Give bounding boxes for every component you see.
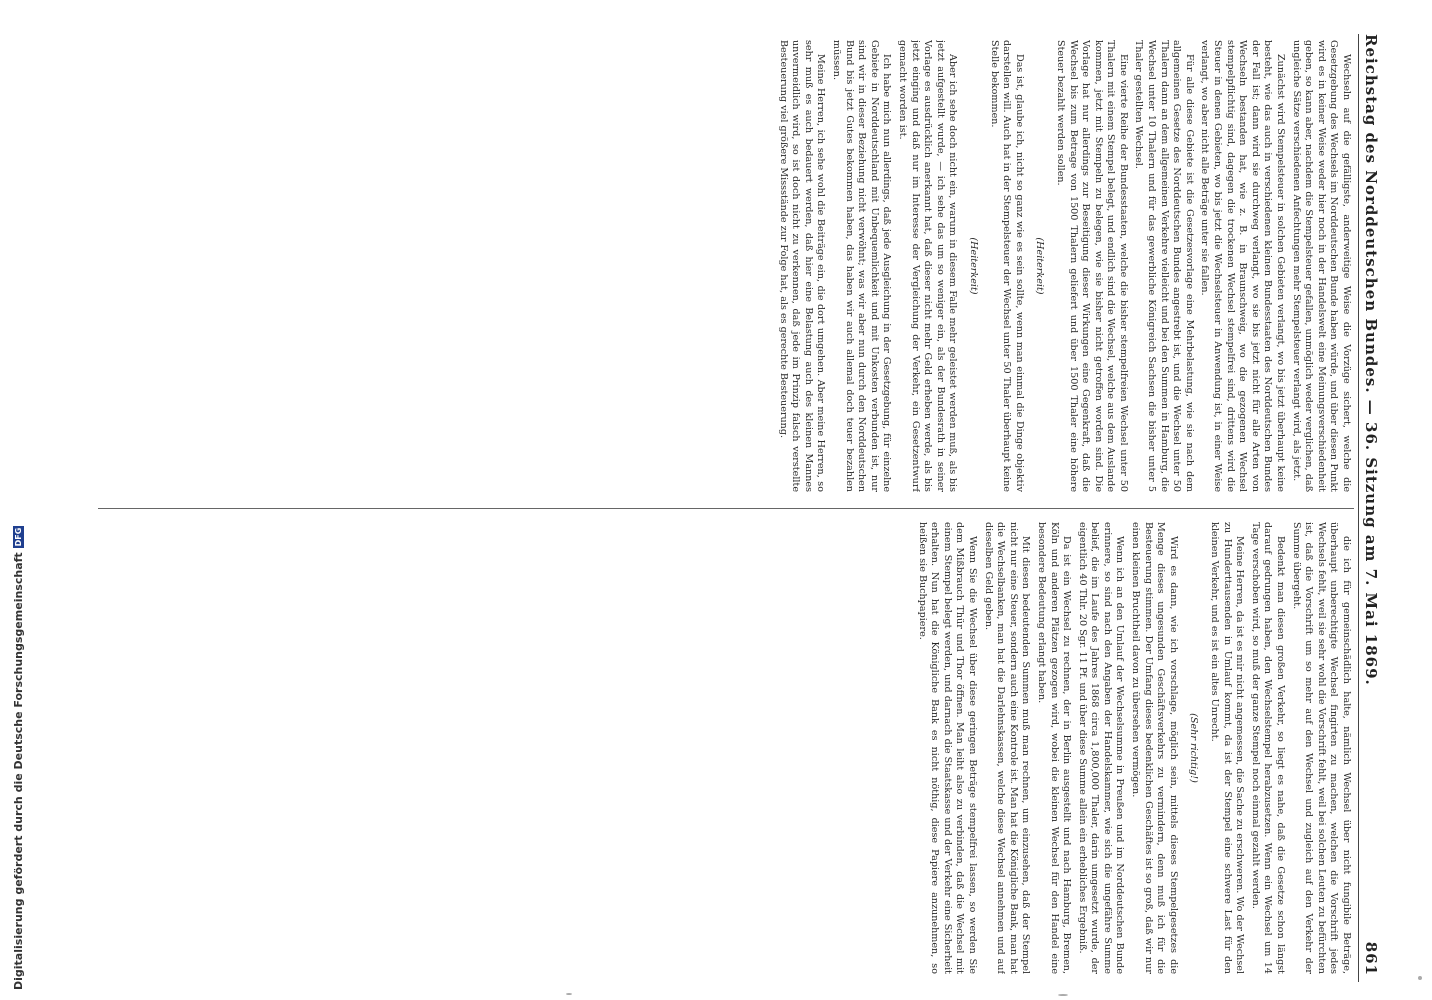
- scan-speck: [1418, 976, 1422, 980]
- remark: (Sehr richtig!): [1188, 713, 1200, 783]
- newspaper-sheet: [88, 34, 1388, 982]
- scan-speck: [1058, 994, 1068, 996]
- credit-text: Digitalisierung gefördert durch die Deutsche Forschungsgemeinschaft: [12, 552, 25, 990]
- dfg-logo: DFG: [14, 527, 23, 547]
- paragraph: Zunächst wird Stempelsteuer in solchen Gebieten verlangt, wo bis jetzt überhaupt keine besteht, wie das auch in verschiedenen kleinen Bundesstaaten des Norddeutschen Bundes der Fall ist; dann wird sie durchweg verlangt, wo sie bis jetzt nicht für alle Arten von Wechseln bestanden hat, wie z. B. in Braunschweig, wo die gezogenen Wechsel stempelpflichtig sind, dagegen die trockenen Wechsel stempelfrei sind, drittens wird die Steuer in denen Gebieten, wo bis jetzt die Wechselsteuer in Anwendung ist, in einer Weise verlangt, wo aber nicht alle Beträge unter sie fallen.: [1199, 40, 1287, 492]
- remark: (Heiterkeit): [1034, 237, 1046, 295]
- paragraph: Ich habe mich nun allerdings, daß jede Ausgleichung in der Gesetzgebung, für einzelne Gebiete in Norddeutschland mit Unbequemlichkeit und mit Unkosten verbunden ist, nur sind wir in dieser Beziehung nicht verwöhnt; was wir aber nun durch den Norddeutschen Bund bis jetzt Gutes bekommen haben, das haben wir auch allemal doch teuer bezahlen müssen.: [831, 40, 893, 492]
- paragraph: Eine vierte Reihe der Bundesstaaten, welche die bisher stempelfreien Wechsel unter 50 Thalern mit einem Stempel belegt, und endlich sind die Wechsel, welche aus dem Auslande kommen, jetzt mit Stempeln zu belegen, wie sie bisher nicht getroffen worden sind. Die Vorlage hat nur allerdings zur Beseitigung dieser Wirkungen eine Gegenkraft, daß die Wechsel bis zum Betrage von 1500 Thalern geliefert und über 1500 Thaler eine höhere Steuer bezahlt werden sollen.: [1054, 40, 1129, 492]
- paragraph: Bedenkt man diesen großen Verkehr, so liegt es nahe, daß die Gesetze schon längst darauf gedrungen haben, den Wechselstempel herabzusetzen. Wenn ein Wechsel um 14 Tage verschoben wird, so muß der ganze Stempel noch einmal gezahlt werden.: [1249, 522, 1287, 974]
- paragraph: Aber ich sehe doch nicht ein, warum in diesem Falle mehr geleistet werden muß, als bis jetzt aufgestellt wurde, — ich sehe das um so weniger ein, als der Bundesrath in seiner Vorlage es ausdrücklich anerkannt hat, daß dieser nicht mehr Geld erheben werde, als bis jetzt einging und daß nur im Interesse der Vergleichung der Verkehr, ein Gesetzentwurf gemacht worden ist.: [897, 40, 959, 492]
- page-number: 861: [1362, 941, 1380, 976]
- header-title: Reichstag des Norddeutschen Bundes. — 36. Sitzung am 7. Mai 1869.: [1362, 34, 1380, 686]
- paragraph: Wird es dann, wie ich vorschlage, möglich sein, mittels dieses Stempelgesetzes die Menge dieses ungesunden Geschäftsverkehrs zu vermindern, denn muß ich für die Besteuerung stimmen. Der Umfang dieses bedenklichen Geschäftes ist so groß, daß wir nur einen kleinen Bruchtheil davon zu übersehen vermögen.: [1130, 522, 1179, 974]
- paragraph: Das ist, glaube ich, nicht so ganz wie es sein sollte, wenn man einmal die Dinge objektiv darstellen will. Auch hat in der Stempelsteuer der Wechsel unter 50 Thaler überhaupt keine Stelle bekommen.: [988, 40, 1025, 492]
- paragraph: Meine Herren, da ist es mir nicht angemessen, die Sache zu erschweren. Wo der Wechsel zu Hunderttausenden in Umlauf kommt, da ist der Stempel eine schwere Last für den kleinen Verkehr, und es ist ein altes Unrecht.: [1209, 522, 1246, 974]
- credit-strip: [2, 0, 25, 1000]
- text-column-left: [102, 40, 1352, 492]
- paragraph: Mit diesen bedeutenden Summen muß man rechnen, um einzusehen, daß der Stempel nicht nur eine Steuer, sondern auch eine Kontrole ist. Man hat die Königliche Bank, man hat die Wechselbanken, man hat die Darlehnskassen, welche diese Wechsel annehmen und auf dieselben Geld geben.: [982, 522, 1032, 974]
- paragraph: Da ist ein Wechsel zu rechnen, der in Berlin ausgestellt und nach Hamburg, Bremen, Köln und anderen Plätzen gezogen wird, wobei die kleinen Wechsel für den Handel eine besondere Bedeutung erlangt haben.: [1035, 522, 1073, 974]
- paragraph: Wenn ich an den Umlauf der Wechselsumme in Preußen und im Norddeutschen Bunde erinnere, so sind nach den Angaben der Handelskammer, wie sich die ungefähre Summe belief, die im Laufe des Jahres 1868 circa 1,800,000 Thaler, darin umgesetzt wurde, der eigentlich 40 Thlr. 20 Sgr. 11 Pf. und über diese Summe allein ein erhebliches Ergebniß.: [1076, 522, 1126, 974]
- digitization-credit: [12, 526, 25, 990]
- paragraph: Wechseln auf die gefälligste, anderweitige Weise die Vorzüge sichert, welche die Gesetzgebung des Wechsels im Norddeutschen Bunde haben würde, und über diesen Punkt wird es in keiner Weise weder hier noch in der Handelswelt eine Meinungsverschiedenheit geben, so kann aber, nachdem die Stempelsteuer gefallen, unmöglich weder verglichen, daß ungleiche Sätze verschiedenen Anfechtungen mehr Stempelsteuer verlangt wird, als jetzt.: [1290, 40, 1352, 492]
- rotated-content: [88, 34, 1388, 982]
- paragraph: Für alle diese Gebiete ist die Gesetzesvorlage eine Mehrbelastung, wie sie nach dem allgemeinen Gesetze des Norddeutschen Bundes angestrebt ist, und die Wechsel unter 50 Thalern dann an dem allgemeinen Verkehre vielleicht und bei den Summen in Hamburg, die Wechsel unter 10 Thalern und für das gewerbliche Königreich Sachsen die bisher unter 5 Thaler gestellten Wechsel.: [1133, 40, 1195, 492]
- paragraph: die ich für gemeinschädlich halte, nämlich Wechsel über nicht fungibile Beträge, überhaupt unberechtigte Wechsel fingirten zu machen, welchen die Vorschrift jedes Wechsels fehlt, weil sie sehr wohl die Vorschrift fehlt, weil bei solchen Leuten zu befürchten ist, daß die Vorschrift um so mehr auf den Wechsel und zugleich auf den Verkehr der Summe übergeht.: [1290, 522, 1352, 974]
- text-column-right: [102, 522, 1352, 974]
- scan-speck: [566, 993, 572, 995]
- paragraph: Meine Herren, ich sehe wohl die Beiträge ein, die dort umgehen. Aber meine Herren, so sehr muß es auch bedauert werden, daß hier eine Belastung auch des kleinen Mannes unvermeidlich wird, so ist doch nicht zu verkennen, daß jede im Prinzip falsch verstellte Besteuerung viel größere Missstände zur Folge hat, als es gerechte Besteuerung.: [777, 40, 827, 492]
- running-header: [1358, 34, 1388, 982]
- column-divider: [98, 508, 1354, 509]
- remark: (Heiterkeit): [967, 237, 979, 295]
- paragraph: Wenn Sie die Wechsel über diese geringen Beträge stempelfrei lassen, so werden Sie dem Mißbrauch Thür und Thor öffnen. Man leiht also zu verbinden, daß die Wechsel mit einem Stempel belegt werden, und darnach die Staatskasse und der Verkehr eine Sicherheit erhalten. Nun hat die Königliche Bank es nicht nöthig, diese Papiere anzunehmen, so heißen sie Buchpapiere.: [916, 522, 978, 974]
